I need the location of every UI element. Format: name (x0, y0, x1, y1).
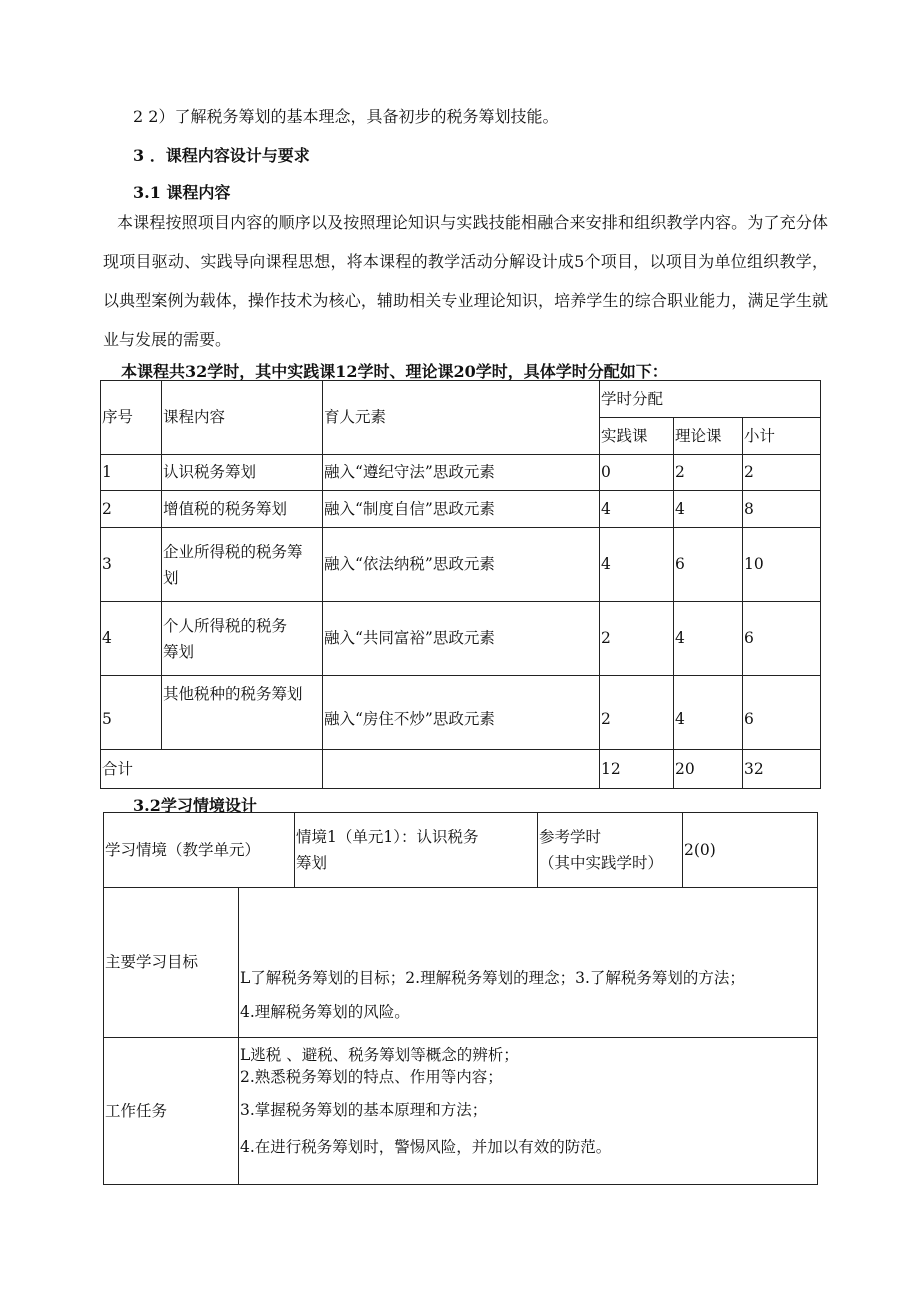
total-label: 合计 (101, 750, 323, 789)
row-element: 融入“制度自信”思政元素 (323, 491, 600, 528)
unit-value-line: 筹划 (296, 854, 328, 872)
tasks-line: 4.在进行税务筹划时，警惕风险，并加以有效的防范。 (240, 1138, 612, 1156)
section-3-1-title: 3.1 课程内容 (133, 183, 231, 202)
row-theory: 6 (674, 528, 743, 602)
ref-hours-line: （其中实践学时） (539, 854, 664, 872)
row-theory: 2 (674, 455, 743, 491)
row-subtotal: 8 (743, 491, 821, 528)
row-practice: 4 (600, 491, 674, 528)
section-3-2-title: 3.2学习情境设计 (133, 796, 257, 815)
row-theory: 4 (674, 491, 743, 528)
row-content-line: 划 (163, 568, 179, 587)
row-no: 1 (101, 455, 162, 491)
table-row (101, 528, 821, 602)
row-practice: 0 (600, 455, 674, 491)
row-theory: 4 (674, 676, 743, 750)
row-no: 2 (101, 491, 162, 528)
header-subtotal: 小计 (743, 418, 821, 455)
hours-table (100, 380, 821, 789)
row-content-line: 增值税的税务筹划 (163, 499, 288, 518)
row-subtotal: 10 (743, 528, 821, 602)
row-no: 5 (101, 676, 162, 750)
header-no: 序号 (101, 381, 162, 455)
row-content (162, 491, 323, 528)
goals-content (239, 888, 818, 1038)
table-row (101, 491, 821, 528)
goals-line: 4.理解税务筹划的风险。 (240, 1003, 410, 1021)
row-element: 融入“依法纳税”思政元素 (323, 528, 600, 602)
row-subtotal: 6 (743, 676, 821, 750)
objective-line: 2 2）了解税务筹划的基本理念，具备初步的税务筹划技能。 (133, 107, 559, 126)
row-content (162, 528, 323, 602)
row-subtotal: 2 (743, 455, 821, 491)
goals-label: 主要学习目标 (104, 888, 239, 1038)
table-row (101, 676, 821, 750)
total-empty (323, 750, 600, 789)
row-practice: 4 (600, 528, 674, 602)
row-content (162, 455, 323, 491)
tasks-content (239, 1038, 818, 1185)
row-practice: 2 (600, 676, 674, 750)
header-elements: 育人元素 (323, 381, 600, 455)
table-row (101, 602, 821, 676)
row-element: 融入“房住不炒”思政元素 (323, 676, 600, 750)
row-practice: 2 (600, 602, 674, 676)
row-content (162, 676, 323, 750)
header-hours: 学时分配 (600, 381, 821, 418)
header-practice: 实践课 (600, 418, 674, 455)
row-element: 融入“共同富裕”思政元素 (323, 602, 600, 676)
row-content-line: 其他税种的税务筹划 (163, 685, 303, 703)
row-content-line: 认识税务筹划 (163, 463, 257, 481)
row-theory: 4 (674, 602, 743, 676)
course-description: 本课程按照项目内容的顺序以及按照理论知识与实践技能相融合来安排和组织教学内容。为了充分体现项目驱动、实践导向课程思想，将本课程的教学活动分解设计成5个项目，以项目为单位组织教学，以典型案例为载体，操作技术为核心，辅助相关专业理论知识，培养学生的综合职业能力，满足学生就业与发展的需要。 (103, 213, 828, 349)
hours-caption: 本课程共32学时，其中实践课12学时、理论课20学时，具体学时分配如下： (121, 362, 668, 381)
goals-line: L了解税务筹划的目标；2.理解税务筹划的理念；3.了解税务筹划的方法； (240, 969, 745, 987)
ref-hours-line: 参考学时 (539, 828, 602, 846)
section-3-title: 3 ．课程内容设计与要求 (133, 146, 310, 165)
ref-hours-label (538, 813, 683, 888)
ref-hours-value: 2(0) (683, 813, 818, 888)
row-no: 3 (101, 528, 162, 602)
tasks-label: 工作任务 (104, 1038, 239, 1185)
row-content (162, 602, 323, 676)
table-row (101, 455, 821, 491)
row-element: 融入“遵纪守法”思政元素 (323, 455, 600, 491)
row-subtotal: 6 (743, 602, 821, 676)
tasks-line: 2.熟悉税务筹划的特点、作用等内容； (240, 1068, 503, 1086)
header-content: 课程内容 (162, 381, 323, 455)
unit-value (295, 813, 538, 888)
total-theory: 20 (674, 750, 743, 789)
total-row (101, 750, 821, 789)
row-content-line: 个人所得税的税务 (163, 616, 288, 635)
row-no: 4 (101, 602, 162, 676)
unit-label: 学习情境（教学单元） (104, 813, 295, 888)
row-content-line: 企业所得税的税务筹 (163, 542, 303, 561)
total-subtotal: 32 (743, 750, 821, 789)
unit-value-line: 情境1（单元1）：认识税务 (296, 828, 479, 846)
total-practice: 12 (600, 750, 674, 789)
row-content-line: 筹划 (163, 642, 195, 661)
situation-table (103, 812, 818, 1185)
tasks-line: 3.掌握税务筹划的基本原理和方法； (240, 1101, 488, 1119)
tasks-line: L逃税 、避税、税务筹划等概念的辨析； (240, 1046, 519, 1064)
header-theory: 理论课 (674, 418, 743, 455)
